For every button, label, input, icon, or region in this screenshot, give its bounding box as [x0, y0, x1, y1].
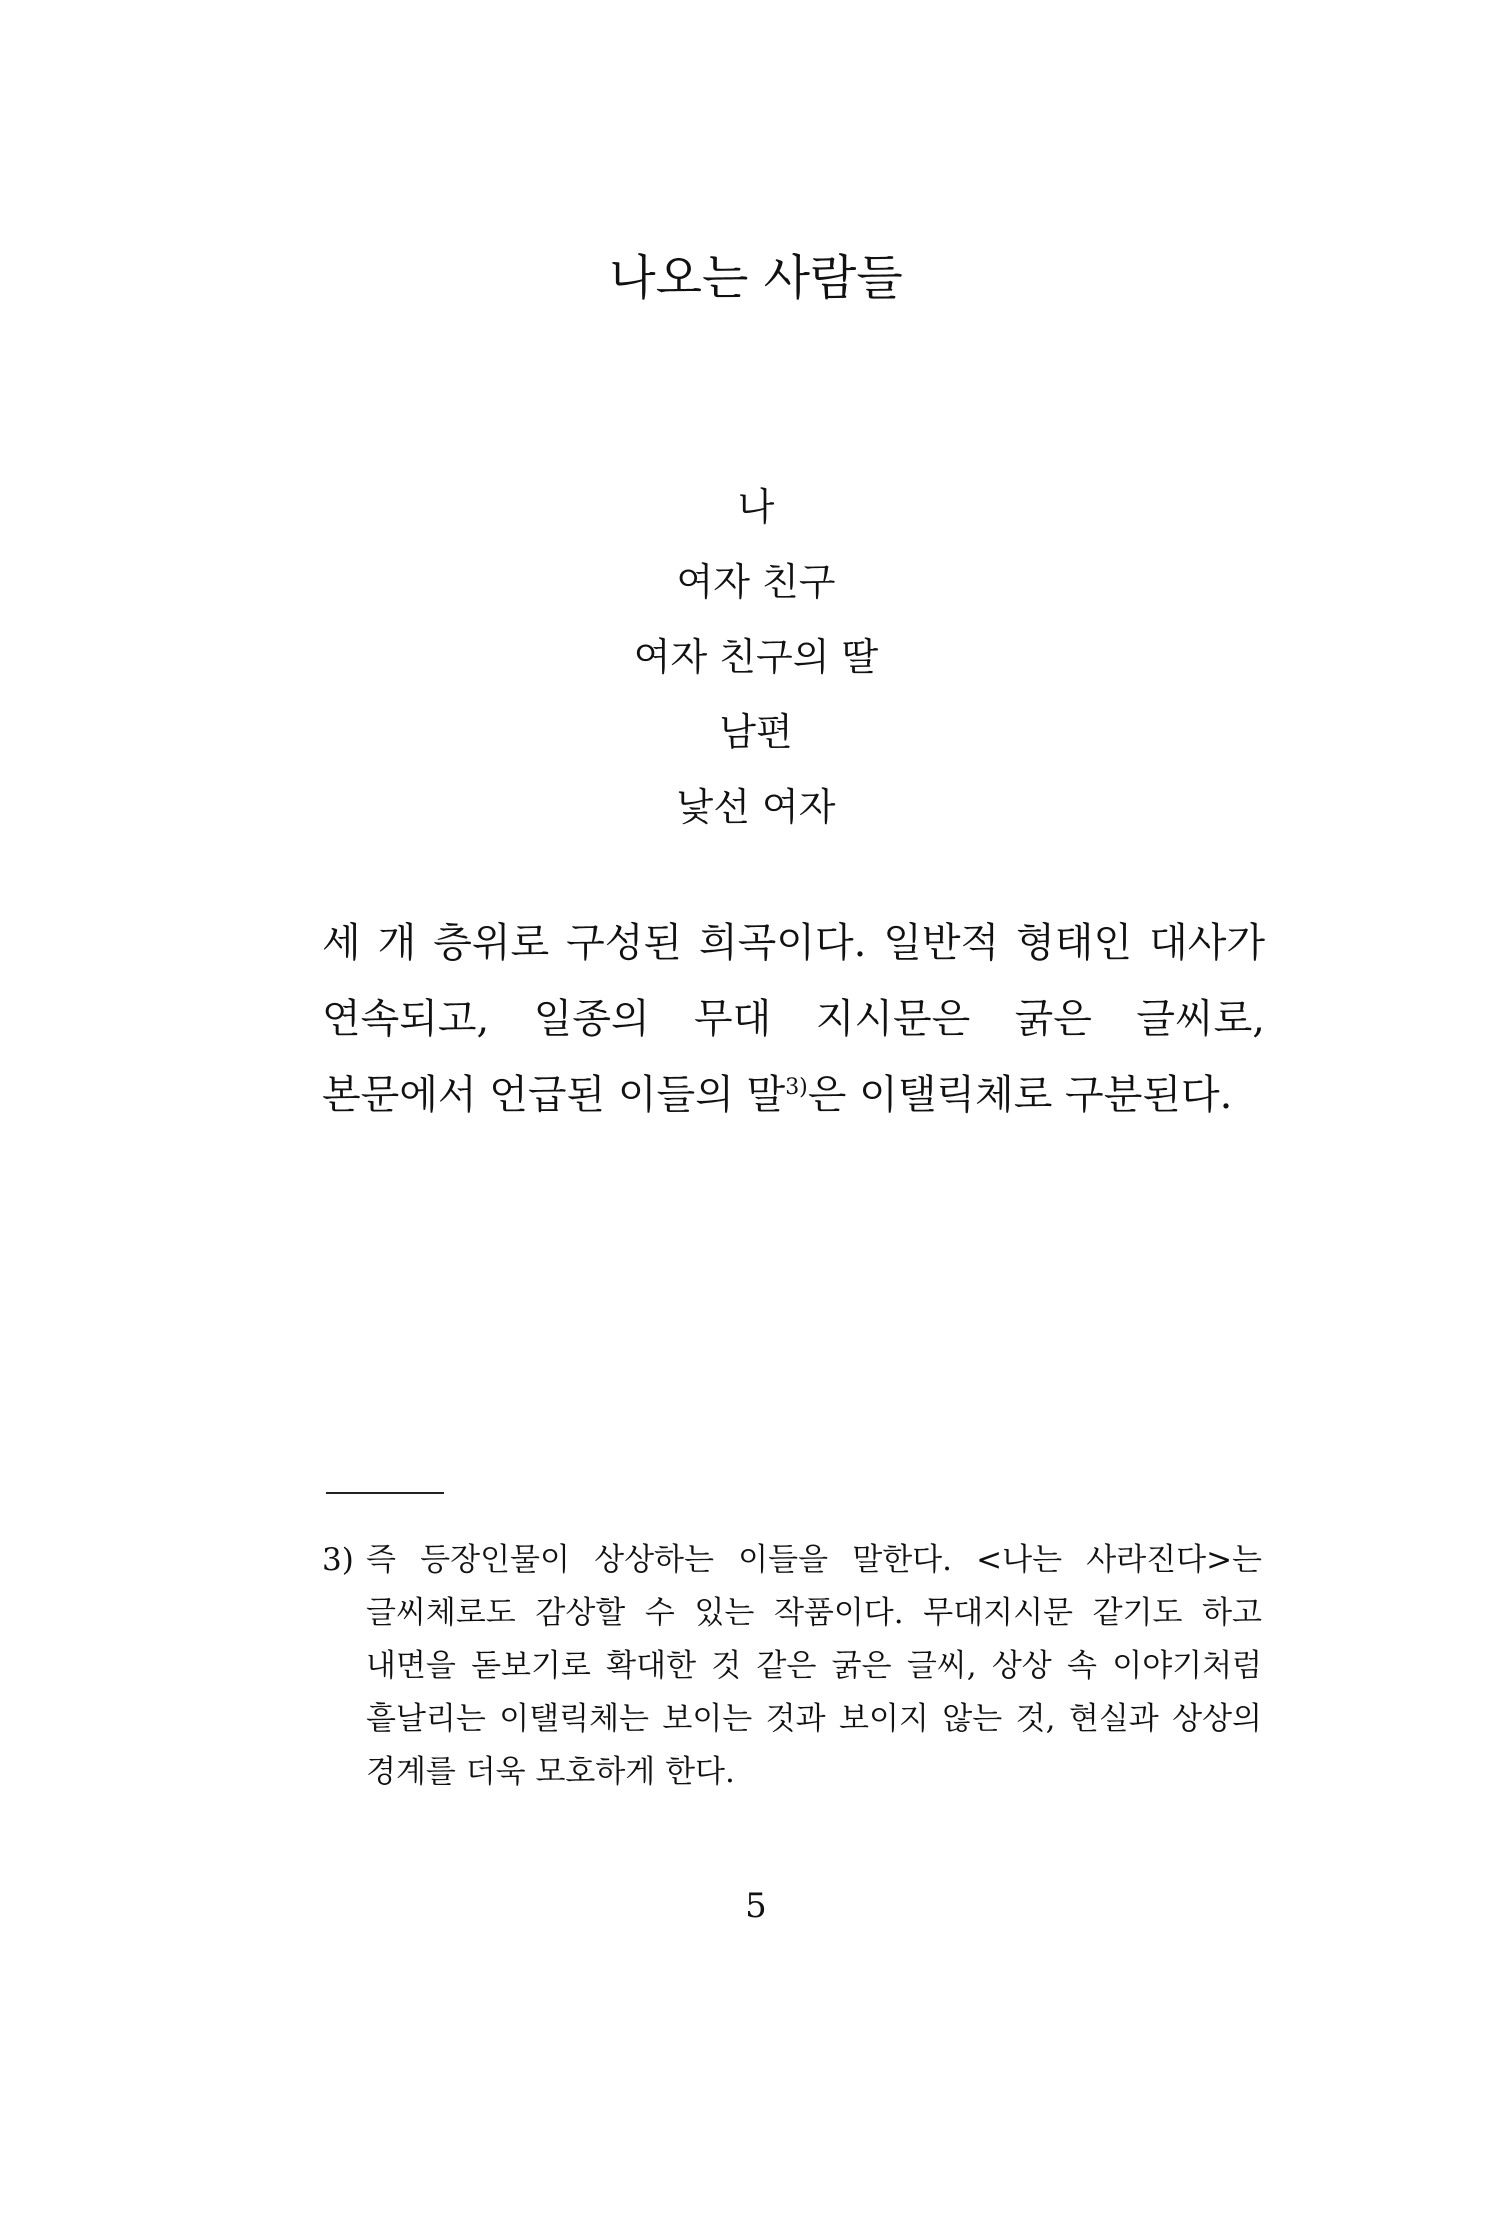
cast-item: 여자 친구의 딸: [633, 635, 879, 679]
cast-item: 낯선 여자: [676, 785, 836, 829]
description-paragraph: [322, 905, 1265, 1133]
description-text-before-note: 세 개 층위로 구성된 희곡이다. 일반적 형태인 대사가 연속되고, 일종의 무대 지시문은 굵은 글씨로, 본문에서 언급된 이들의 말: [322, 920, 1265, 1118]
description-text-after-note: 은 이탤릭체로 구분된다.: [807, 1072, 1233, 1118]
page-title: 나오는 사람들: [609, 250, 903, 306]
page-number: 5: [745, 1886, 767, 1926]
cast-list: [0, 470, 1512, 845]
footnote-divider: [326, 1492, 444, 1494]
footnote-text: 즉 등장인물이 상상하는 이들을 말한다. <나는 사라진다>는 글씨체로도 감상할 수 있는 작품이다. 무대지시문 같기도 하고 내면을 돋보기로 확대한 것 같은 굵은 글씨, 상상 속 이야기처럼 흩날리는 이탤릭체는 보이는 것과 보이지 않는 것, 현실과 상상의 경계를 더욱 모호하게 한다.: [366, 1542, 1262, 1790]
footnote-reference: 3): [785, 1075, 808, 1100]
cast-item: 여자 친구: [676, 560, 836, 604]
cast-item: 남편: [719, 710, 793, 754]
cast-item: 나: [737, 485, 775, 529]
footnote-number: 3): [322, 1542, 354, 1578]
footnote: [322, 1534, 1262, 1799]
